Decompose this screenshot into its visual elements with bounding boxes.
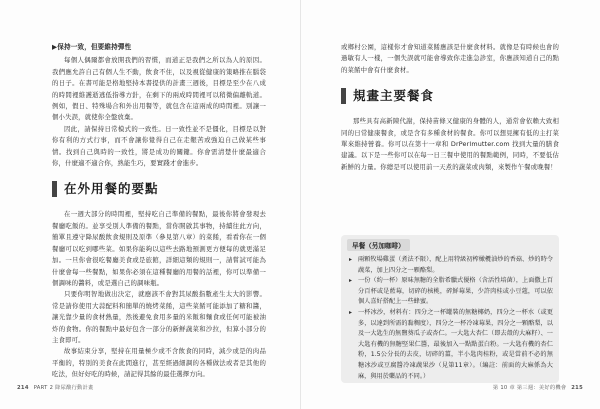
paragraph: 只要你明智地做出決定，就應該不會對其尿酸指數產生太大的影響。常是請你使用大蒜配料和簡單的燒烤菜餚，這些菜餚可能添加了糖和醬，讓光靠少量的食材熱量，然後避免食用多量的米飯和麵食或任何可能被油炸的食物。你的餐點中最好包含一部分的新鮮蔬菜和沙拉，但算小部分的主食即可。 — [52, 290, 266, 344]
paragraph: 每個人偶爾都會放開我們的習慣，而道正是我們之所以為人的原因。我們應允許自己有個人生不動，飲食不住，以及視從健康的策略推在腦袋的日子。在書可能是格地堅持本書提供的計畫三週後，目標是至少在八成的時間裡維護逝逃低指導方針，在剩下的兩成時間裡可以稍微偏離軌道。例如，假日、特殊場合和外出用餐等，就包含在這兩成的時間裡。別讓一個小失誤，就使你全盤放棄。 — [52, 56, 266, 122]
paragraph: 故事結束分享，堅持在用量極少或不含飲食的同時，減少或是的肉品平衡的，特別的美食在此間進行，甚至經過細調的各種做法或者是其他的吃法，但好好吃的時候，請記得其餘的最佳選擇方向。 — [52, 347, 266, 379]
section-heading-text: 規畫主要餐食 — [353, 88, 435, 104]
breakfast-list — [349, 255, 553, 382]
heading-bar — [341, 88, 346, 104]
heading-bar — [52, 181, 57, 197]
bullet-heading: ▶保持一致，但要維持彈性 — [52, 43, 132, 51]
list-item: ▸ 兩顆牧場雞蛋（煮法不限），配上用特級初榨橄欖油炒的香菇、炒的時令蔬菜，加上四分之一顆酪梨。 — [349, 255, 553, 276]
list-item: ▸ 一杯冰沙，材料有：四分之一杯罐裝的無糖椰奶，四分之一杯水（或更多，以達到所需的黏稠度），四分之一杯冷凍莓果，四分之一顆酪梨，以及一大匙生的無鹽葵瓜子或杏仁。一大匙大杏仁（即去殼的大麻籽）、一大匙有機的無糖堅果仁醬，最後加入一點點蛋白粉。一大匙有機的杏仁粉，1.5公分長的去皮，切碎的薑，半小匙肉桂粉，或是當前不必的無糖冰沙或豆腐醬冷凍蔬果沙（見第11章）。（編註：前面的大麻係為大麻，與用於藥品的不同。） — [349, 308, 553, 382]
paragraph: 那些具有高新陳代謝，保持苗條又健康的身體的人，通常會依賴大致相同的日常健康餐食，或是含有多種食材的餐食。你可以想見擁有低的主打菜單來維持營養。你可以在第十一章和 DrPerlmutter.com 找到大量的膳食建議。以下是一些你可以在每一日三餐中使用的餐點範例，同時，不要低估新鮮的力量。你總是可以使用前一天煮的蔬菜或肉類，來製作午餐或晚餐！ — [341, 117, 559, 171]
footer-part-title: PART 2 降尿酸行動計畫 — [33, 385, 94, 391]
right-footer — [493, 384, 586, 391]
footer-chapter-title: 第 10 章 第三週：美好的機會 — [492, 385, 567, 391]
page-number: 214 — [17, 385, 29, 391]
paragraph: 或鄉村公園，這樣你才會知道菜餚應該是什麼食材料。就像是有時候也會的過敏有人一樣，一個失誤就可能會導致你走進急診室，你應該知道自己的點的菜餚中會有什麼食材。 — [341, 43, 559, 74]
left-footer — [14, 384, 94, 391]
right-column — [341, 42, 559, 173]
right-page — [300, 0, 600, 409]
paragraph: 在一週大部分的時間裡，堅持吃自己準備的餐點，最後你將會發現去餐廳吃飯的。並享受別人準備的餐點，當你開啟其事物，持續往此方向，簡單且遵守降尿酸飲食規則及原準（參見第八章）的菜餚，看看你在一個餐廳可以吃到哪些菜。如果你能夠以這些去路地預測更方便每的就更滿足加。一旦你會很吃餐廳美食或是旅館，詳細這類的規則一，請嘗試可能為什麼會每一些餐點，如果你必須在這種餐廳的用餐的話裡，你可以準備一個調味的醬料，或是選自己的調味瓶。 — [52, 210, 266, 287]
breakfast-box-title: 早餐（另加咖啡） — [347, 239, 410, 251]
page-number: 215 — [571, 385, 583, 391]
section-heading-dining-out — [52, 177, 266, 201]
left-column — [52, 42, 266, 381]
section-heading-text: 在外用餐的要點 — [64, 181, 159, 197]
section-heading-meal-planning — [341, 84, 559, 108]
list-item: ▸ 一份（約一杯）原味無糖的全脂希臘式優格（含活性培菌），上面撒上百分百杯或是藍莓，切碎的核桃，碎鮮莓果，少許肉桂或小豆蔻，可以依個人喜好搭配上一些蜂蜜。 — [349, 276, 553, 308]
breakfast-box — [341, 235, 559, 383]
paragraph: 因此，請保持日常模式的一致性。日一致性並不是僵化，目標是以對你有利的方式行事，而不會讓你覺得自己在走艱苦或強迫自己做某些事情。找到自己與時的一致性，將是成功的關鍵。你會需清楚什麼最適合你，什麼適不適合你，熟能生巧，要實踐才會進步。 — [52, 124, 266, 168]
